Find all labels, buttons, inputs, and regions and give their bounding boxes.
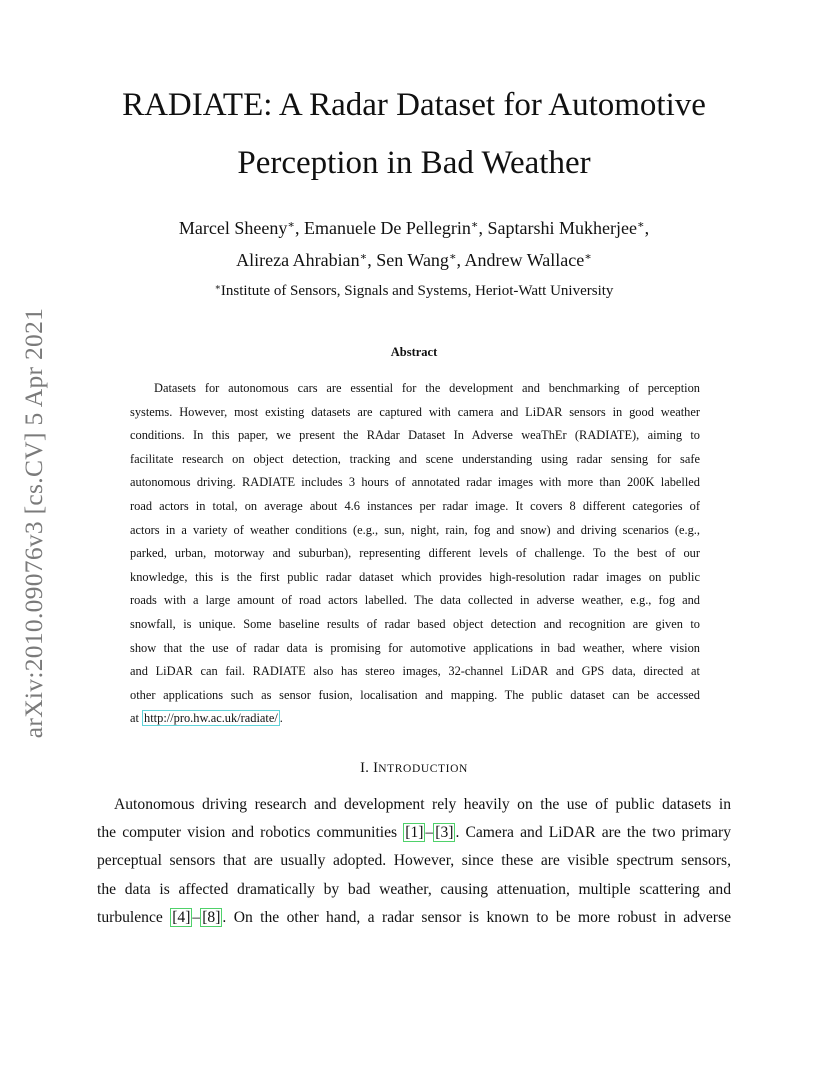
abstract-line: facilitate research on object detection, tracking and scene understanding using radar sensing for safe: [130, 451, 700, 466]
author-name: Alireza Ahrabian: [236, 250, 360, 270]
author-line-1: [60, 212, 768, 244]
intro-text: turbulence: [97, 908, 171, 926]
affiliation: [60, 281, 768, 301]
author-mark: ∗: [636, 218, 645, 231]
abstract-last-suffix: .: [279, 711, 283, 726]
abstract-last-prefix: at: [130, 711, 143, 726]
arxiv-stamp: [14, 292, 54, 754]
introduction-paragraph: [97, 791, 731, 932]
affiliation-text: Institute of Sensors, Signals and Systems, Heriot-Watt University: [220, 283, 614, 299]
section-title-rest: NTRODUCTION: [378, 763, 468, 775]
intro-line: Autonomous driving research and development rely heavily on the use of public datasets in: [114, 796, 731, 813]
author-mark: ∗: [448, 250, 457, 263]
section-title-initial: I: [373, 760, 379, 776]
author-mark: ∗: [584, 250, 592, 263]
affiliation-mark: ∗: [214, 282, 221, 293]
intro-line: perceptual sensors that are usually adopted. However, since these are visible spectrum sensors,: [97, 852, 731, 870]
abstract-body: [130, 377, 700, 731]
author-name: Saptarshi Mukherjee: [487, 218, 637, 238]
author-mark: ∗: [470, 218, 479, 231]
intro-line: [97, 904, 731, 932]
abstract-line: systems. However, most existing datasets are captured with camera and LiDAR sensors in good weather: [130, 404, 700, 419]
abstract-line: conditions. In this paper, we present the RAdar Dataset In Adverse weaThEr (RADIATE), aiming to: [130, 428, 700, 443]
intro-dash: –: [425, 824, 434, 842]
author-name: Marcel Sheeny: [178, 218, 288, 238]
arxiv-stamp-text: arXiv:2010.09076v3 [cs.CV] 5 Apr 2021: [19, 307, 48, 739]
author-name: Emanuele De Pellegrin: [303, 218, 471, 238]
intro-text: . Camera and LiDAR are the two primary: [455, 824, 731, 842]
author-mark: ∗: [359, 250, 368, 263]
paper-title: [60, 76, 768, 192]
abstract-line: snowfall, is unique. Some baseline results of radar based object detection and recognition are given to: [130, 616, 700, 631]
abstract-line: road actors in total, on average about 4.6 instances per radar image. It covers 8 different categories of: [130, 498, 700, 513]
abstract-line: Datasets for autonomous cars are essential for the development and benchmarking of perception: [154, 381, 700, 395]
title-line-1: RADIATE: A Radar Dataset for Automotive: [122, 87, 706, 123]
dataset-url-link[interactable]: http://pro.hw.ac.uk/radiate/: [144, 711, 278, 726]
author-sep: ,: [294, 218, 304, 238]
abstract-line: other applications such as sensor fusion, localisation and mapping. The public dataset can be accessed: [130, 687, 700, 702]
abstract-line: and LiDAR can fail. RADIATE also has stereo images, 32-channel LiDAR and GPS data, directed at: [130, 664, 700, 679]
citation-link[interactable]: [8]: [202, 908, 221, 926]
intro-text: the computer vision and robotics communities: [97, 824, 404, 842]
intro-line: [97, 819, 731, 847]
intro-text: . On the other hand, a radar sensor is known to be more robust in adverse: [222, 908, 731, 926]
author-name: Sen Wang: [376, 250, 449, 270]
author-list: [60, 212, 768, 276]
intro-dash: –: [192, 908, 201, 926]
citation-link[interactable]: [1]: [405, 824, 424, 842]
abstract-line: knowledge, this is the first public radar dataset which provides high-resolution radar images on public: [130, 569, 700, 584]
citation-link[interactable]: [4]: [172, 908, 191, 926]
author-name: Andrew Wallace: [464, 250, 585, 270]
citation-link[interactable]: [3]: [435, 824, 454, 842]
abstract-line: parked, urban, motorway and suburban), representing different levels of challenge. To the best of our: [130, 546, 700, 561]
author-sep: ,: [478, 218, 488, 238]
abstract-line: autonomous driving. RADIATE includes 3 hours of annotated radar images with more than 200K labelled: [130, 475, 700, 490]
title-line-2: Perception in Bad Weather: [237, 145, 591, 181]
abstract-line: show that the use of radar data is promising for automotive applications in bad weather, where vision: [130, 640, 700, 655]
abstract-line: roads with a large amount of road actors labelled. The data collected in adverse weather, e.g., fog and: [130, 593, 700, 608]
author-sep: ,: [456, 250, 465, 270]
author-mark: ∗: [287, 218, 295, 231]
abstract-heading: Abstract: [390, 345, 438, 359]
section-number: I.: [360, 760, 370, 776]
section-title: [373, 760, 468, 776]
author-sep: ,: [644, 218, 650, 238]
section-heading-introduction: [60, 760, 768, 777]
intro-line: the data is affected dramatically by bad weather, causing attenuation, multiple scattering and: [97, 880, 731, 898]
abstract-line: actors in a variety of weather conditions (e.g., sun, night, rain, fog and snow) and driving scenarios (e.g.,: [130, 522, 700, 537]
abstract-last-line: [130, 707, 700, 731]
author-sep: ,: [367, 250, 377, 270]
author-line-2: [60, 244, 768, 276]
